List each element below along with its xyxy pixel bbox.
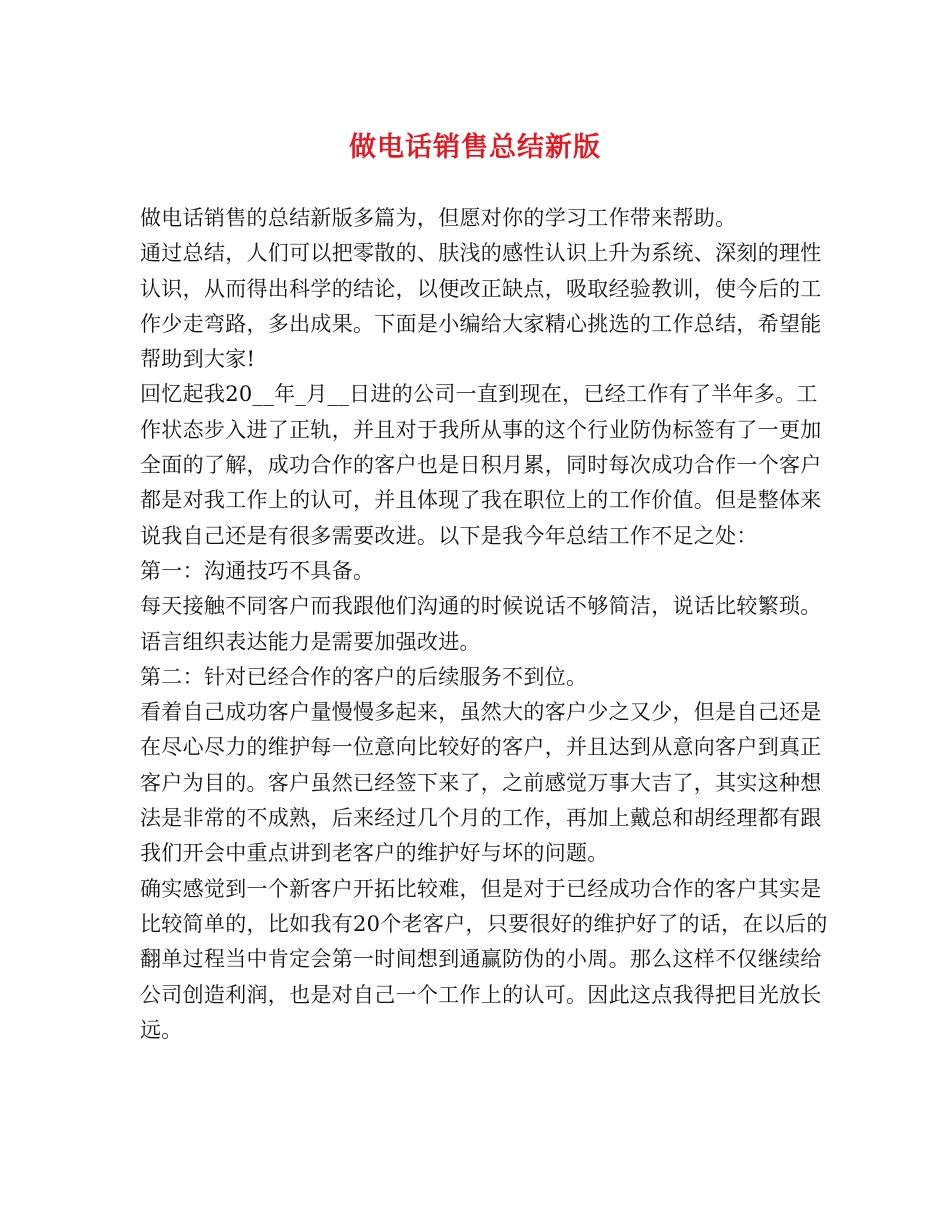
paragraph-point-one-heading: 第一：沟通技巧不具备。 [140, 558, 375, 583]
document-title: 做电话销售总结新版 [349, 132, 601, 163]
paragraph-point-two-heading: 第二：针对已经合作的客户的后续服务不到位。 [140, 664, 588, 689]
paragraph-intro: 做电话销售的总结新版多篇为，但愿对你的学习工作带来帮助。 [140, 206, 737, 230]
document-body [140, 201, 830, 1048]
paragraph-summary-purpose: 通过总结，人们可以把零散的、肤浅的感性认识上升为系统、深刻的理性认识，从而得出科学的结论，以便改正缺点，吸取经验教训，使今后的工作少走弯路，多出成果。下面是小编给大家精心挑选的工作总结，希望能帮助到大家! [140, 241, 822, 372]
paragraph-review: 回忆起我20__年_月__日进的公司一直到现在，已经工作有了半年多。工作状态步入进了正轨，并且对于我所从事的这个行业防伪标签有了一更加全面的了解，成功合作的客户也是日积月累，同时每次成功合作一个客户都是对我工作上的认可，并且体现了我在职位上的工作价值。但是整体来说我自己还是有很多需要改进。以下是我今年总结工作不足之处： [140, 382, 822, 548]
paragraph-point-one-body: 每天接触不同客户而我跟他们沟通的时候说话不够简洁，说话比较繁琐。语言组织表达能力是需要加强改进。 [140, 594, 822, 654]
paragraph-point-two-body: 看着自己成功客户量慢慢多起来，虽然大的客户少之又少，但是自己还是在尽心尽力的维护每一位意向比较好的客户，并且达到从意向客户到真正客户为目的。客户虽然已经签下来了，之前感觉万事大吉了，其实这种想法是非常的不成熟，后来经过几个月的工作，再加上戴总和胡经理都有跟我们开会中重点讲到老客户的维护好与坏的问题。 [140, 700, 822, 866]
paragraph-conclusion: 确实感觉到一个新客户开拓比较难，但是对于已经成功合作的客户其实是比较简单的，比如我有20个老客户，只要很好的维护好了的话，在以后的翻单过程当中肯定会第一时间想到通赢防伪的小周。那么这样不仅继续给公司创造利润，也是对自己一个工作上的认可。因此这点我得把目光放长远。 [140, 876, 828, 1042]
